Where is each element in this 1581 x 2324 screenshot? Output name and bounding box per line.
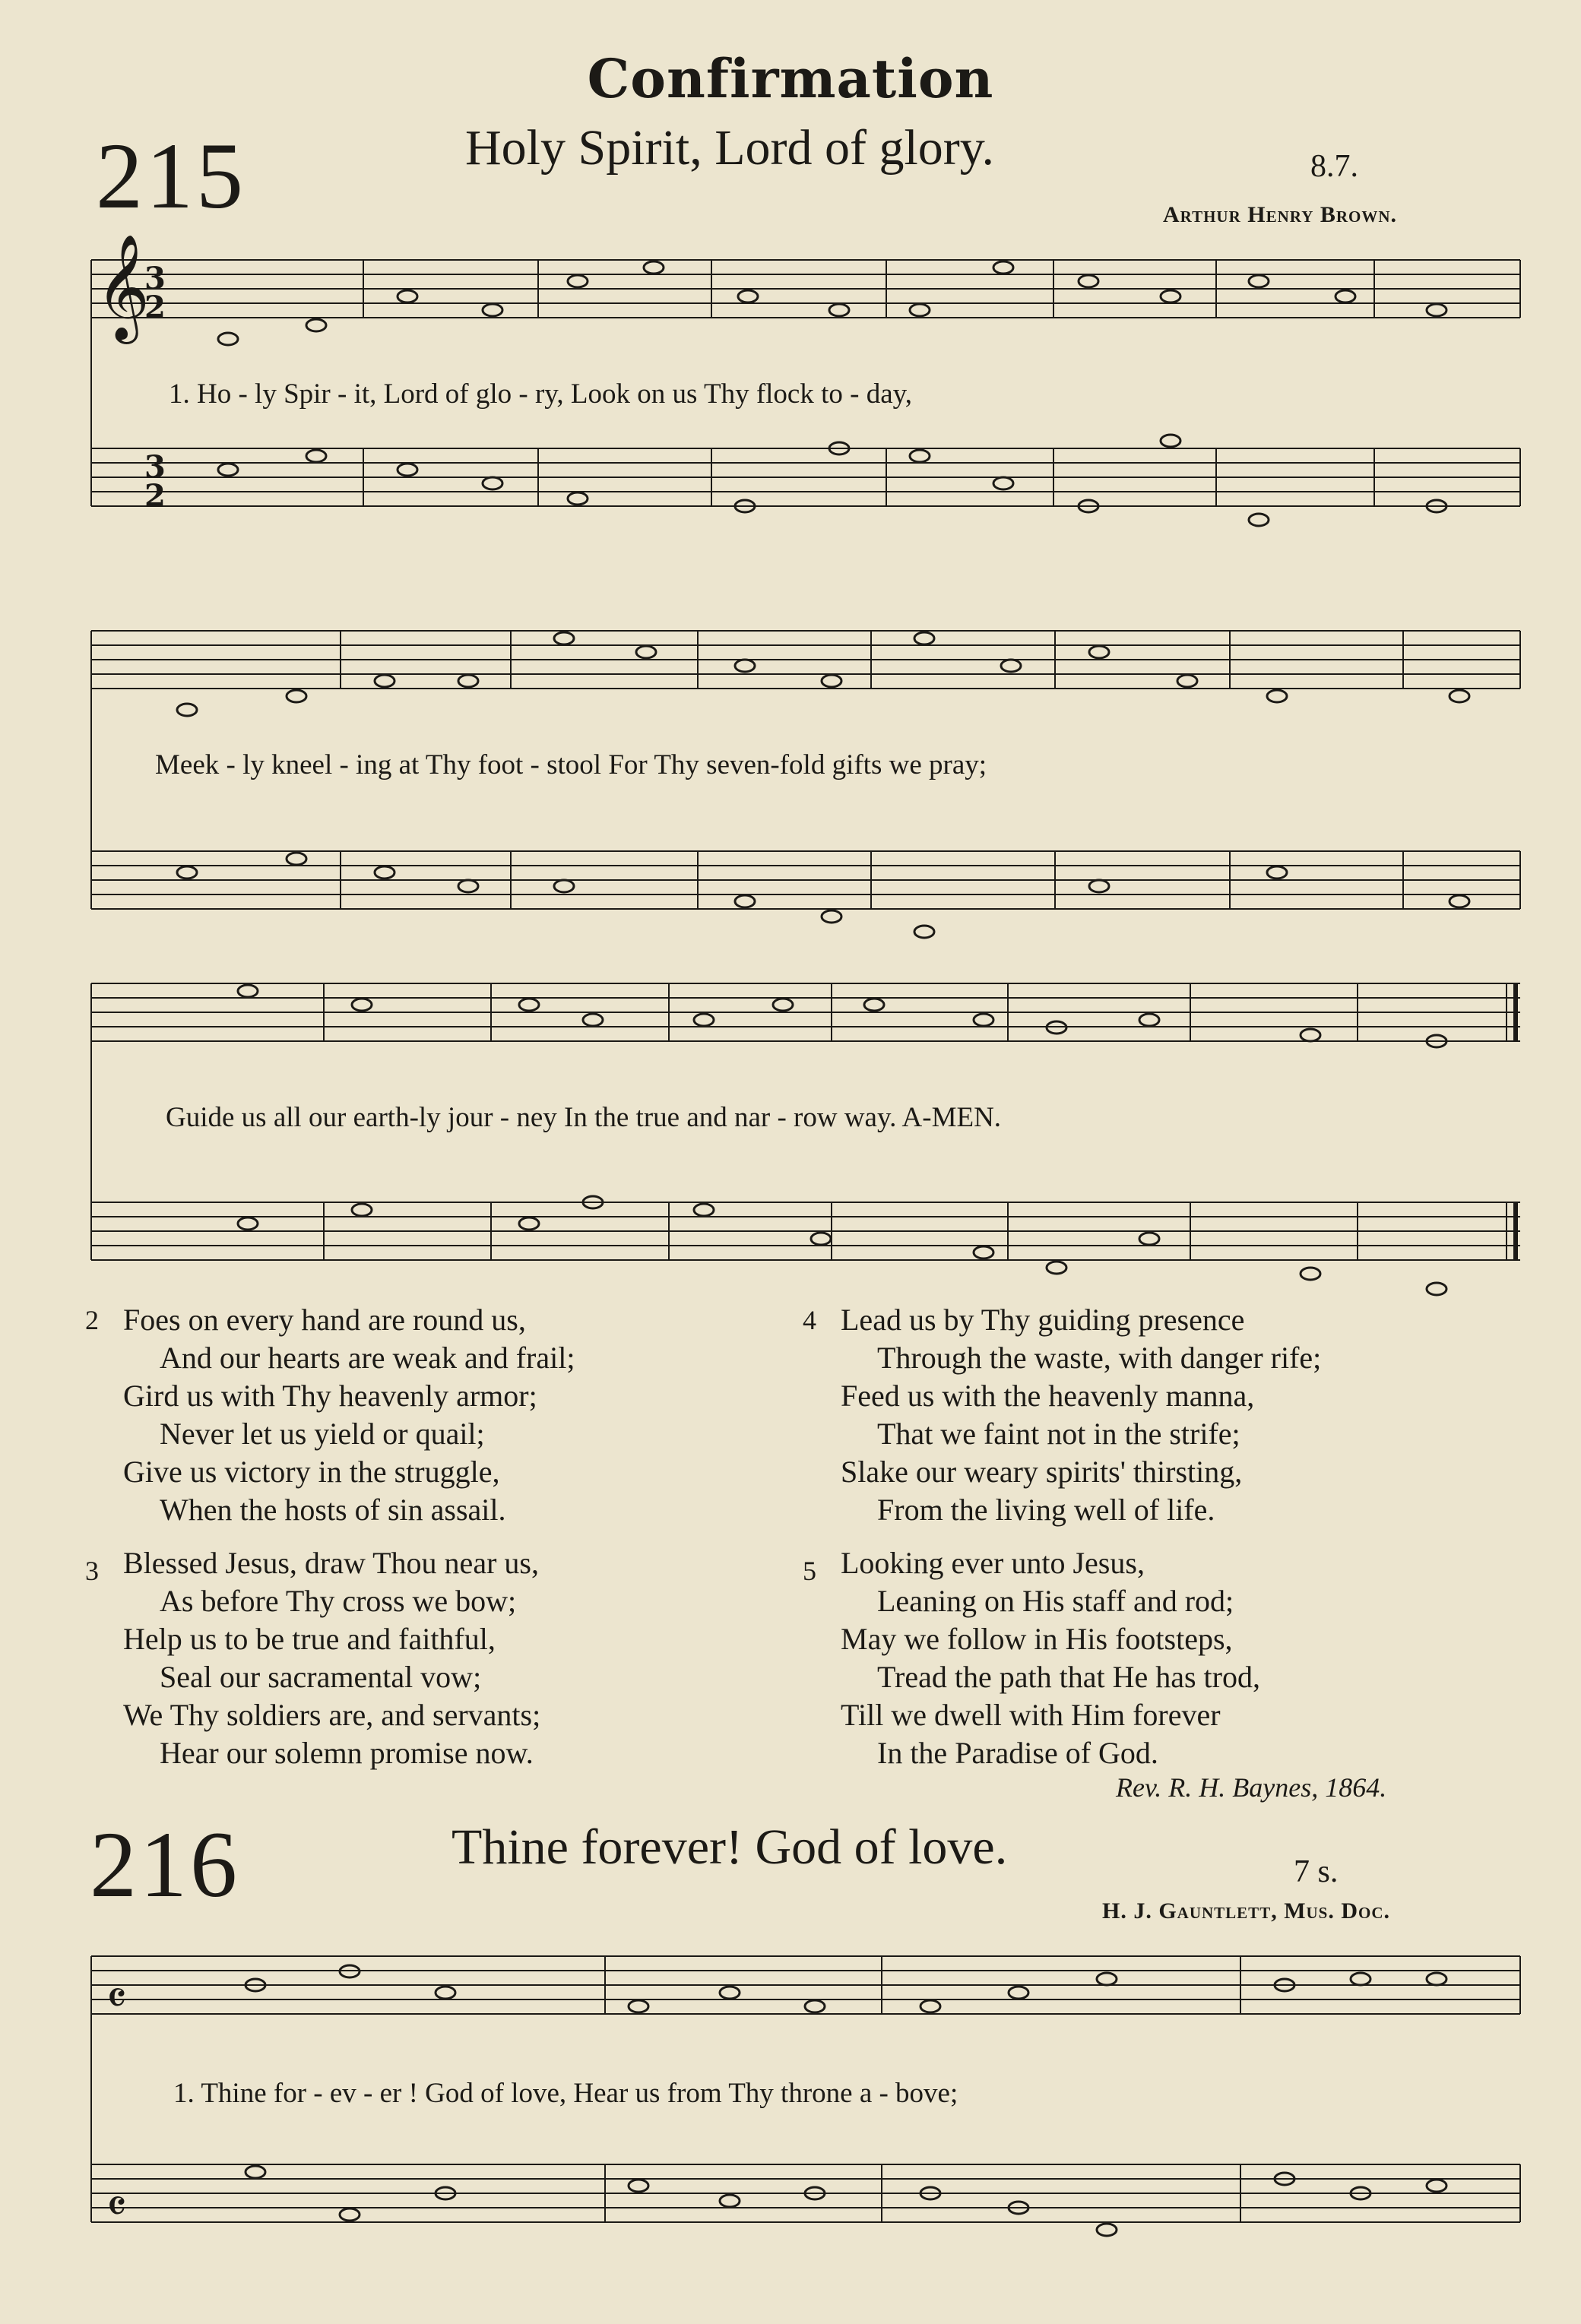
lyrics-216-line-1: 1. Thine for - ev - er ! God of love, Hear us from Thy throne a - bove;: [173, 2078, 958, 2109]
verse-line: Through the waste, with danger rife;: [877, 1341, 1322, 1375]
verse-line: Looking ever unto Jesus,: [841, 1546, 1145, 1580]
verse-line: And our hearts are weak and frail;: [160, 1341, 575, 1375]
hymn-composer-216: H. J. Gauntlett, Mus. Doc.: [1102, 1898, 1391, 1923]
verse-line: Help us to be true and faithful,: [123, 1622, 496, 1656]
verse-number: 3: [85, 1556, 99, 1586]
hymn-number-215: 215: [96, 124, 246, 228]
hymn-meter-215: 8.7.: [1310, 149, 1358, 184]
hymn-author-215: Rev. R. H. Baynes, 1864.: [1116, 1772, 1387, 1803]
lyrics-215-line-2: Meek - ly kneel - ing at Thy foot - stool For Thy seven-fold gifts we pray;: [155, 749, 987, 780]
verse-line: May we follow in His footsteps,: [841, 1622, 1233, 1656]
verse-line: Gird us with Thy heavenly armor;: [123, 1379, 537, 1413]
verse-4: [803, 1301, 1517, 1529]
verse-line: Never let us yield or quail;: [160, 1417, 485, 1451]
verse-line: From the living well of life.: [877, 1493, 1215, 1527]
verse-3: [85, 1544, 769, 1772]
svg-text:3: 3: [144, 261, 166, 296]
verse-line: Slake our weary spirits' thirsting,: [841, 1455, 1243, 1489]
verse-number: 4: [803, 1305, 816, 1335]
section-title: Confirmation: [587, 47, 994, 110]
verse-line: Leaning on His staff and rod;: [877, 1584, 1234, 1618]
hymn-number-216: 216: [90, 1813, 240, 1917]
verse-2: [85, 1301, 769, 1529]
hymn-composer-215: Arthur Henry Brown.: [1163, 202, 1398, 227]
verse-line: Till we dwell with Him forever: [841, 1698, 1221, 1732]
lyrics-215-line-3: Guide us all our earth-ly jour - ney In the true and nar - row way. A-MEN.: [166, 1102, 1002, 1133]
hymn-meter-216: 7 s.: [1294, 1854, 1339, 1889]
hymn-title-216: Thine forever! God of love.: [451, 1819, 1008, 1875]
verse-line: Hear our solemn promise now.: [160, 1736, 534, 1770]
svg-text:2: 2: [144, 478, 166, 514]
verse-line: As before Thy cross we bow;: [160, 1584, 517, 1618]
svg-text:𝄴: 𝄴: [106, 1972, 127, 2025]
verse-number: 2: [85, 1305, 99, 1335]
svg-text:3: 3: [144, 449, 166, 485]
verse-line: Feed us with the heavenly manna,: [841, 1379, 1255, 1413]
verse-line: Lead us by Thy guiding presence: [841, 1303, 1245, 1337]
verse-line: In the Paradise of God.: [877, 1736, 1158, 1770]
verse-line: Seal our sacramental vow;: [160, 1660, 482, 1694]
verse-line: We Thy soldiers are, and servants;: [123, 1698, 541, 1732]
verse-line: Give us victory in the struggle,: [123, 1455, 500, 1489]
svg-text:𝄞: 𝄞: [96, 234, 150, 340]
svg-text:2: 2: [144, 290, 166, 325]
lyrics-215-line-1: 1. Ho - ly Spir - it, Lord of glo - ry, Look on us Thy flock to - day,: [169, 378, 912, 410]
verse-line: Blessed Jesus, draw Thou near us,: [123, 1546, 539, 1580]
verse-line: Foes on every hand are round us,: [123, 1303, 526, 1337]
verse-line: Tread the path that He has trod,: [877, 1660, 1260, 1694]
hymn-title-215: Holy Spirit, Lord of glory.: [465, 120, 994, 176]
svg-text:𝄴: 𝄴: [106, 2180, 127, 2234]
verse-5: [803, 1544, 1517, 1772]
verse-line: When the hosts of sin assail.: [160, 1493, 506, 1527]
verse-line: That we faint not in the strife;: [877, 1417, 1240, 1451]
verse-number: 5: [803, 1556, 816, 1586]
